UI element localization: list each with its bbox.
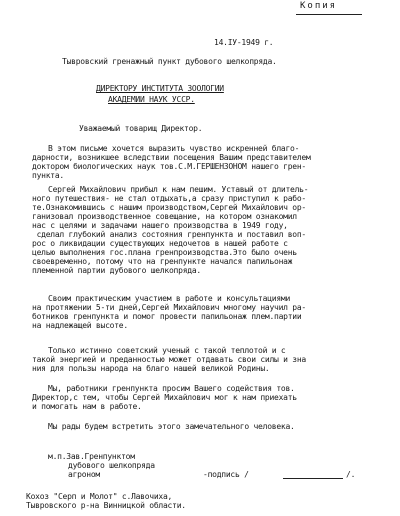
body-line: пункта. bbox=[32, 171, 64, 180]
letter-date: 14.IУ-1949 г. bbox=[214, 38, 274, 47]
body-line: сделал глубокий анализ состояния гренпункта и поставил воп- bbox=[32, 230, 306, 239]
body-line: ганизовал производственное совещание, на котором ознакомил bbox=[32, 212, 297, 221]
addressee-line-2: АКАДЕМИИ НАУК УССР. bbox=[108, 95, 195, 104]
body-line: ния для пользы народа на благо нашей великой Родины. bbox=[32, 364, 270, 373]
footer-line: Тывровского р-на Винницкой области. bbox=[26, 501, 186, 510]
sender-organization: Тывровский гренажный пункт дубового шелкопряда. bbox=[62, 57, 277, 66]
addressee-line-1: ДИРЕКТОРУ ИНСТИТУТА ЗООЛОГИИ bbox=[96, 84, 224, 93]
body-line: доктором биологических наук тов.С.М.ГЕРШЕНЗОНОМ нашего грен- bbox=[32, 162, 306, 171]
signature-rule bbox=[283, 478, 343, 479]
body-line: на надлежащей высоте. bbox=[32, 321, 128, 330]
body-line: Мы, работники гренпункта просим Вашего содействия тов. bbox=[48, 384, 295, 393]
body-line: своевременно, потому что на гренпункте начался папильонаж bbox=[32, 257, 293, 266]
copy-label: Копия bbox=[300, 1, 338, 11]
body-line: Только истинно советский ученый с такой теплотой и с bbox=[48, 346, 286, 355]
body-line: В этом письме хочется выразить чувство искренней благо- bbox=[48, 144, 300, 153]
greeting: Уважаемый товарищ Директор. bbox=[79, 124, 203, 133]
body-line: Мы рады будем встретить этого замечательного человека. bbox=[48, 422, 295, 431]
signature-title: м.п.Зав.Гренпунктом bbox=[48, 452, 135, 461]
signature-slash: /. bbox=[346, 470, 356, 479]
body-line: и помогать нам в работе. bbox=[32, 402, 142, 411]
body-line: на протяжении 5-ти дней,Сергей Михайлович многому научил ра- bbox=[32, 303, 306, 312]
body-line: рос о ликвидации существующих недочетов в нашей работе с bbox=[32, 239, 288, 248]
body-line: нас с целями и задачами нашего производства в 1949 году, bbox=[32, 221, 288, 230]
body-line: Сергей Михайлович прибыл к нам пешим. Уставый от длитель- bbox=[48, 185, 309, 194]
body-line: ного путешествия- не стал отдыхать,а сразу приступил к рабо- bbox=[32, 194, 306, 203]
body-line: Своим практическим участием в работе и консультациями bbox=[48, 294, 291, 303]
body-line: дарности, возникшее вследствии посещения Вашим представителем bbox=[32, 153, 311, 162]
body-line: племенной партии дубового шелкопряда. bbox=[32, 266, 201, 275]
body-line: ботников гренпункта и помог провести папильонаж плем.партии bbox=[32, 312, 302, 321]
footer-line: Кохоз "Серп и Молот" с.Лавочиха, bbox=[26, 492, 173, 501]
copy-underline bbox=[296, 14, 362, 15]
body-line: целью выполнения гос.плана гренпроизводства.Это было очень bbox=[32, 248, 297, 257]
body-line: такой энергией и преданностью может отдавать свои силы и зна bbox=[32, 355, 306, 364]
body-line: Директор,с тем, чтобы Сергей Михайлович мог к нам приехать bbox=[32, 393, 297, 402]
signature-title: агроном bbox=[68, 470, 100, 479]
body-line: те.Ознакомившись с нашим производством,Сергей Михайлович ор- bbox=[32, 203, 306, 212]
signature-placeholder: -подпись / bbox=[203, 470, 249, 479]
signature-title: дубового шелкопряда bbox=[68, 461, 155, 470]
